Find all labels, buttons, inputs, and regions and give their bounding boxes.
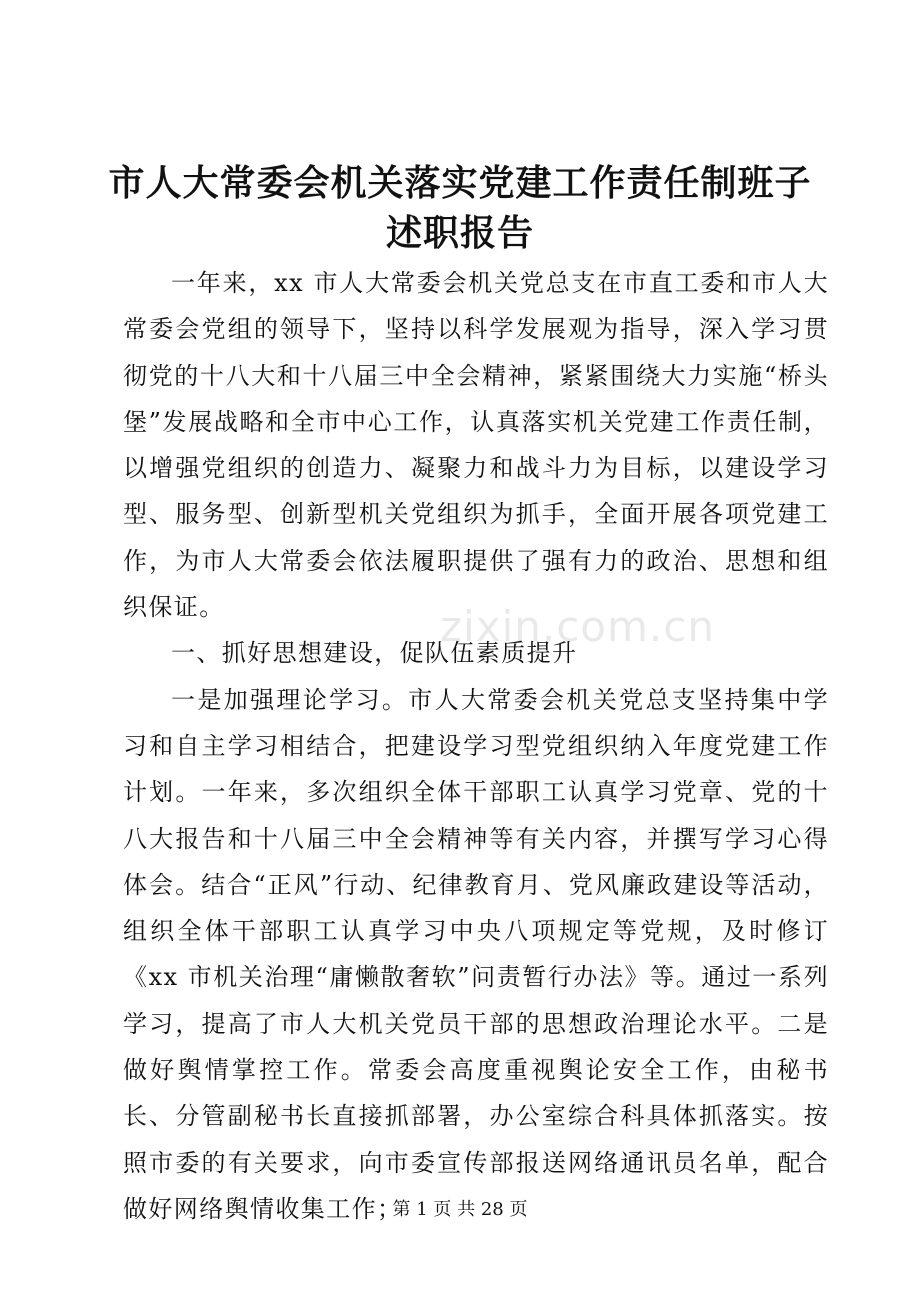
document-body	[123, 260, 829, 1232]
page-footer: 第 1 页 共 28 页	[392, 1199, 528, 1220]
section-heading: 一、抓好思想建设，促队伍素质提升	[171, 639, 578, 668]
intro-paragraph: 一年来，xx 市人大常委会机关党总支在市直工委和市人大常委会党组的领导下，坚持以科学发展观为指导，深入学习贯彻党的十八大和十八届三中全会精神，紧紧围绕大力实施“桥头堡”发展战略和全市中心工作，认真落实机关党建工作责任制，以增强党组织的创造力、凝聚力和战斗力为目标，以建设学习型、服务型、创新型机关党组织为抓手，全面开展各项党建工作，为市人大常委会依法履职提供了强有力的政治、思想和组织保证。	[123, 269, 829, 622]
body-paragraph: 一是加强理论学习。市人大常委会机关党总支坚持集中学习和自主学习相结合，把建设学习型党组织纳入年度党建工作计划。一年来，多次组织全体干部职工认真学习党章、党的十八大报告和十八届三中全会精神等有关内容，并撰写学习心得体会。结合“正风”行动、纪律教育月、党风廉政建设等活动，组织全体干部职工认真学习中央八项规定等党规，及时修订《xx 市机关治理“庸懒散奢软”问责暂行办法》等。通过一系列学习，提高了市人大机关党员干部的思想政治理论水平。二是做好舆情掌控工作。常委会高度重视舆论安全工作，由秘书长、分管副秘书长直接抓部署，办公室综合科具体抓落实。按照市委的有关要求，向市委宣传部报送网络通讯员名单，配合做好网络舆情收集工作；	[123, 685, 829, 1223]
watermark: zixin.com.cn	[440, 602, 715, 651]
document-title: 市人大常委会机关落实党建工作责任制班子述职报告	[108, 162, 812, 254]
